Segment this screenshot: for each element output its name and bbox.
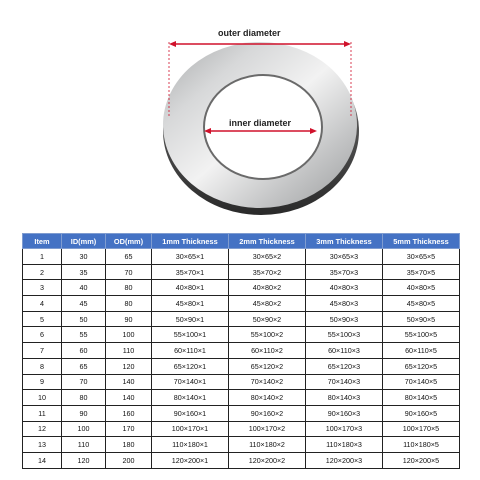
cell-id: 90 [62, 405, 106, 421]
cell-1mm: 90×160×1 [152, 405, 229, 421]
cell-id: 40 [62, 280, 106, 296]
cell-od: 110 [106, 343, 152, 359]
cell-od: 180 [106, 437, 152, 453]
cell-3mm: 60×110×3 [306, 343, 383, 359]
cell-item: 12 [23, 421, 62, 437]
cell-id: 30 [62, 249, 106, 265]
cell-od: 65 [106, 249, 152, 265]
washer-figure [0, 0, 480, 225]
table-row [23, 421, 460, 437]
cell-2mm: 70×140×2 [229, 374, 306, 390]
col-header-id: ID(mm) [62, 234, 106, 249]
cell-3mm: 50×90×3 [306, 311, 383, 327]
cell-1mm: 110×180×1 [152, 437, 229, 453]
table-row [23, 437, 460, 453]
cell-5mm: 70×140×5 [383, 374, 460, 390]
cell-od: 160 [106, 405, 152, 421]
cell-2mm: 35×70×2 [229, 264, 306, 280]
cell-5mm: 30×65×5 [383, 249, 460, 265]
col-header-item: Item [23, 234, 62, 249]
cell-1mm: 120×200×1 [152, 452, 229, 468]
cell-id: 60 [62, 343, 106, 359]
cell-2mm: 45×80×2 [229, 296, 306, 312]
cell-5mm: 45×80×5 [383, 296, 460, 312]
cell-5mm: 100×170×5 [383, 421, 460, 437]
table-row [23, 390, 460, 406]
cell-2mm: 40×80×2 [229, 280, 306, 296]
cell-od: 200 [106, 452, 152, 468]
cell-item: 5 [23, 311, 62, 327]
cell-3mm: 90×160×3 [306, 405, 383, 421]
cell-id: 80 [62, 390, 106, 406]
cell-5mm: 35×70×5 [383, 264, 460, 280]
cell-3mm: 45×80×3 [306, 296, 383, 312]
cell-5mm: 50×90×5 [383, 311, 460, 327]
cell-3mm: 70×140×3 [306, 374, 383, 390]
outer-diameter-label: outer diameter [218, 28, 281, 38]
inner-diameter-label: inner diameter [229, 118, 292, 128]
cell-1mm: 30×65×1 [152, 249, 229, 265]
cell-3mm: 30×65×3 [306, 249, 383, 265]
cell-1mm: 40×80×1 [152, 280, 229, 296]
cell-id: 70 [62, 374, 106, 390]
table-row [23, 249, 460, 265]
cell-item: 14 [23, 452, 62, 468]
table-body [23, 249, 460, 469]
cell-id: 35 [62, 264, 106, 280]
cell-3mm: 120×200×3 [306, 452, 383, 468]
cell-3mm: 100×170×3 [306, 421, 383, 437]
cell-item: 3 [23, 280, 62, 296]
cell-item: 4 [23, 296, 62, 312]
cell-od: 170 [106, 421, 152, 437]
cell-5mm: 110×180×5 [383, 437, 460, 453]
table-row [23, 405, 460, 421]
cell-2mm: 50×90×2 [229, 311, 306, 327]
cell-id: 65 [62, 358, 106, 374]
cell-2mm: 30×65×2 [229, 249, 306, 265]
col-header-5mm: 5mm Thickness [383, 234, 460, 249]
cell-1mm: 65×120×1 [152, 358, 229, 374]
washer-ring [163, 42, 359, 215]
table-row [23, 452, 460, 468]
table-header-row [23, 234, 460, 249]
cell-1mm: 55×100×1 [152, 327, 229, 343]
cell-5mm: 65×120×5 [383, 358, 460, 374]
cell-od: 140 [106, 390, 152, 406]
cell-2mm: 55×100×2 [229, 327, 306, 343]
cell-item: 11 [23, 405, 62, 421]
cell-2mm: 100×170×2 [229, 421, 306, 437]
cell-od: 80 [106, 296, 152, 312]
cell-5mm: 60×110×5 [383, 343, 460, 359]
cell-1mm: 70×140×1 [152, 374, 229, 390]
col-header-od: OD(mm) [106, 234, 152, 249]
cell-item: 10 [23, 390, 62, 406]
cell-1mm: 50×90×1 [152, 311, 229, 327]
col-header-3mm: 3mm Thickness [306, 234, 383, 249]
cell-1mm: 60×110×1 [152, 343, 229, 359]
cell-od: 90 [106, 311, 152, 327]
cell-item: 8 [23, 358, 62, 374]
cell-id: 45 [62, 296, 106, 312]
cell-item: 7 [23, 343, 62, 359]
cell-5mm: 90×160×5 [383, 405, 460, 421]
cell-id: 55 [62, 327, 106, 343]
size-spec-table [22, 233, 460, 469]
cell-3mm: 110×180×3 [306, 437, 383, 453]
cell-5mm: 80×140×5 [383, 390, 460, 406]
cell-2mm: 110×180×2 [229, 437, 306, 453]
cell-od: 100 [106, 327, 152, 343]
cell-2mm: 80×140×2 [229, 390, 306, 406]
table-row [23, 280, 460, 296]
cell-item: 13 [23, 437, 62, 453]
table-row [23, 311, 460, 327]
cell-1mm: 80×140×1 [152, 390, 229, 406]
cell-5mm: 40×80×5 [383, 280, 460, 296]
cell-od: 70 [106, 264, 152, 280]
cell-1mm: 100×170×1 [152, 421, 229, 437]
cell-5mm: 120×200×5 [383, 452, 460, 468]
table-row [23, 374, 460, 390]
cell-2mm: 60×110×2 [229, 343, 306, 359]
table-row [23, 264, 460, 280]
cell-3mm: 80×140×3 [306, 390, 383, 406]
cell-3mm: 65×120×3 [306, 358, 383, 374]
cell-od: 120 [106, 358, 152, 374]
cell-2mm: 90×160×2 [229, 405, 306, 421]
table-row [23, 327, 460, 343]
cell-item: 1 [23, 249, 62, 265]
cell-3mm: 35×70×3 [306, 264, 383, 280]
cell-2mm: 120×200×2 [229, 452, 306, 468]
cell-od: 80 [106, 280, 152, 296]
cell-id: 110 [62, 437, 106, 453]
table-row [23, 343, 460, 359]
cell-3mm: 40×80×3 [306, 280, 383, 296]
cell-1mm: 45×80×1 [152, 296, 229, 312]
table-row [23, 358, 460, 374]
cell-3mm: 55×100×3 [306, 327, 383, 343]
cell-id: 120 [62, 452, 106, 468]
cell-id: 100 [62, 421, 106, 437]
cell-2mm: 65×120×2 [229, 358, 306, 374]
cell-1mm: 35×70×1 [152, 264, 229, 280]
cell-id: 50 [62, 311, 106, 327]
cell-5mm: 55×100×5 [383, 327, 460, 343]
col-header-2mm: 2mm Thickness [229, 234, 306, 249]
cell-od: 140 [106, 374, 152, 390]
cell-item: 2 [23, 264, 62, 280]
table-row [23, 296, 460, 312]
col-header-1mm: 1mm Thickness [152, 234, 229, 249]
cell-item: 9 [23, 374, 62, 390]
cell-item: 6 [23, 327, 62, 343]
